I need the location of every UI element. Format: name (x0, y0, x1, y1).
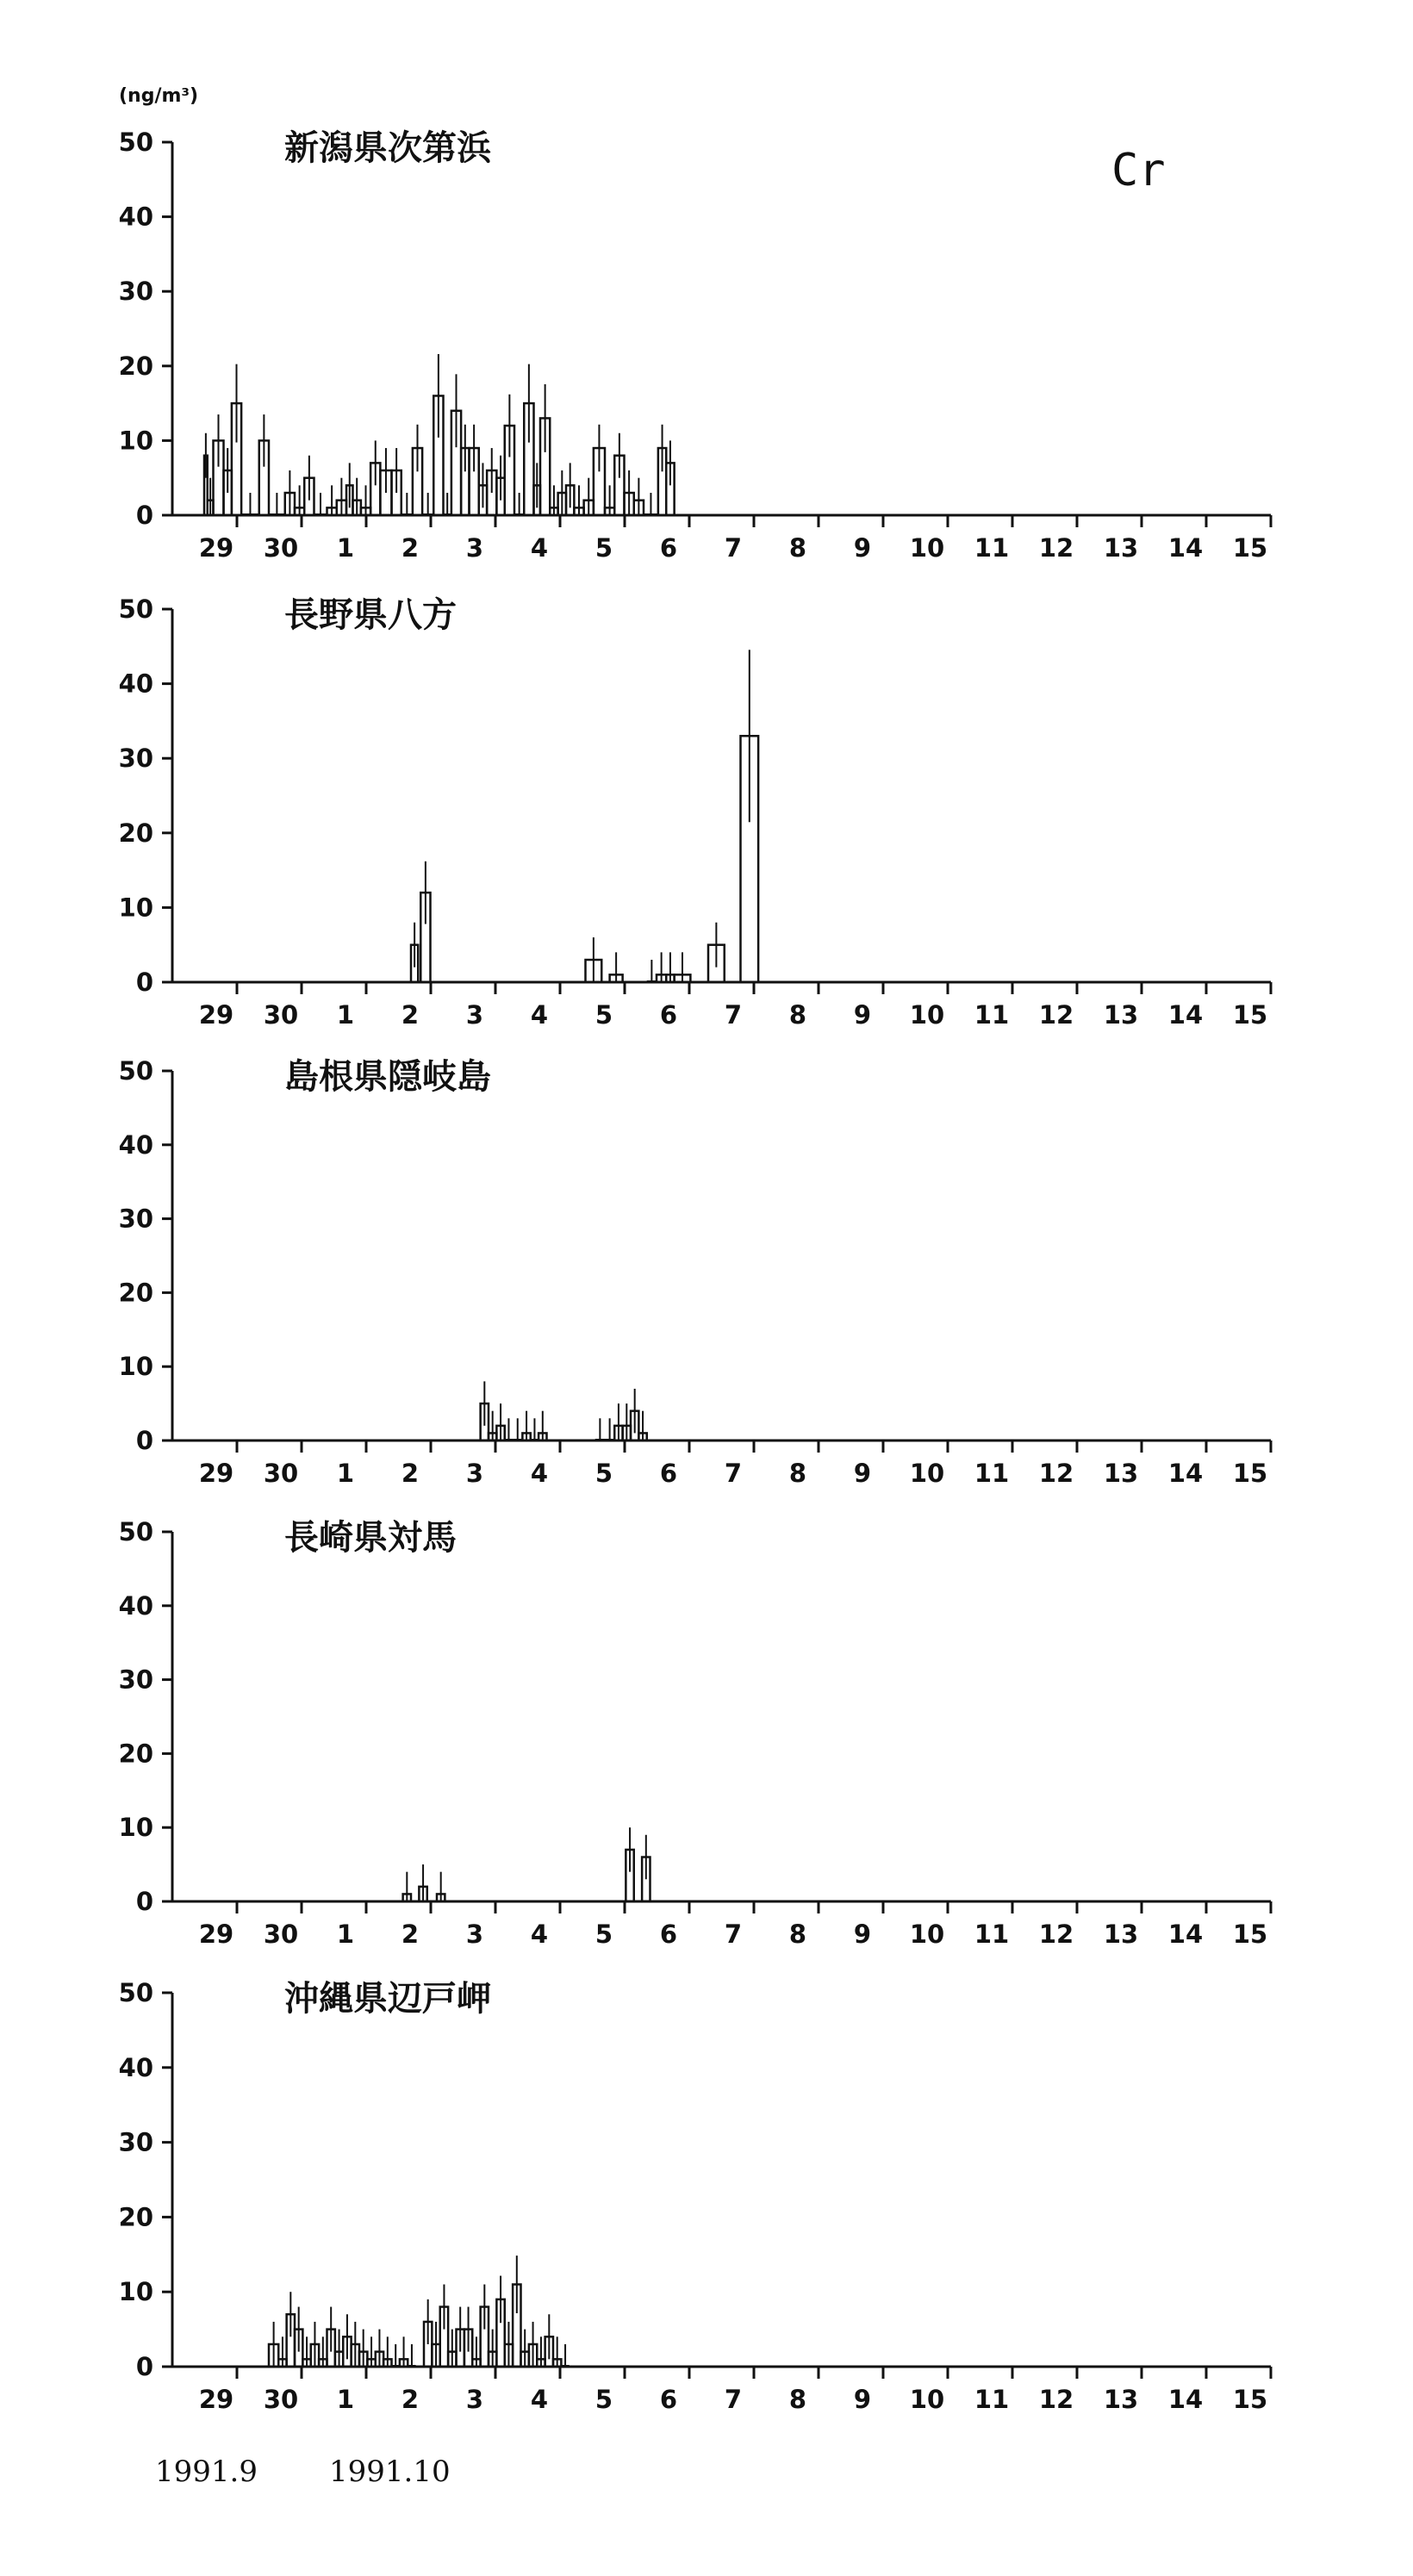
x-tick-label: 30 (263, 2385, 299, 2414)
x-tick-label: 13 (1103, 2385, 1139, 2414)
chart-title: 新潟県次第浜 (284, 128, 491, 168)
x-tick-label: 2 (401, 1920, 420, 1949)
x-tick-label: 15 (1232, 1459, 1268, 1488)
x-tick-label: 6 (659, 1000, 678, 1030)
x-tick-label: 15 (1232, 1000, 1268, 1030)
x-tick-label: 10 (909, 2385, 945, 2414)
x-tick-label: 14 (1167, 1920, 1204, 1949)
x-tick-label: 14 (1167, 533, 1204, 563)
x-tick-label: 11 (974, 1920, 1010, 1949)
x-tick-label: 9 (853, 533, 872, 563)
x-tick-label: 5 (594, 1000, 613, 1030)
chart-title: 長崎県対馬 (284, 1518, 457, 1558)
x-tick-label: 8 (788, 533, 807, 563)
x-tick-label: 6 (659, 1459, 678, 1488)
x-tick-label: 3 (465, 1459, 484, 1488)
x-tick-label: 13 (1103, 533, 1139, 563)
x-tick-label: 4 (530, 533, 549, 563)
x-tick-label: 7 (724, 2385, 743, 2414)
x-tick-label: 5 (594, 1920, 613, 1949)
x-tick-label: 4 (530, 1000, 549, 1030)
x-tick-label: 8 (788, 1000, 807, 1030)
footer-date-october: 1991.10 (329, 2455, 451, 2489)
x-tick-label: 30 (263, 1000, 299, 1030)
x-tick-label: 7 (724, 1459, 743, 1488)
x-tick-label: 13 (1103, 1000, 1139, 1030)
x-tick-label: 14 (1167, 1000, 1204, 1030)
chart-panel-3 (119, 1056, 1271, 1488)
y-tick-label: 10 (118, 893, 153, 923)
x-tick-label: 13 (1103, 1920, 1139, 1949)
y-tick-label: 40 (118, 2052, 153, 2082)
chart-panels (119, 128, 1271, 2414)
y-tick-label: 0 (135, 1887, 153, 1916)
chart-title: 長野県八方 (284, 595, 457, 635)
x-tick-label: 29 (198, 533, 234, 563)
y-tick-label: 0 (135, 968, 153, 997)
x-tick-label: 11 (974, 533, 1010, 563)
y-tick-label: 40 (118, 202, 153, 232)
unit-label: (ng/m³) (119, 85, 199, 107)
y-tick-label: 20 (118, 1739, 153, 1769)
x-tick-label: 9 (853, 1459, 872, 1488)
chart-title: 沖縄県辺戸岬 (284, 1979, 491, 2019)
x-tick-label: 8 (788, 1920, 807, 1949)
y-tick-label: 10 (118, 1352, 153, 1382)
y-tick-label: 30 (118, 1204, 153, 1234)
x-tick-label: 6 (659, 2385, 678, 2414)
x-tick-label: 11 (974, 1459, 1010, 1488)
x-tick-label: 12 (1038, 1000, 1074, 1030)
y-tick-label: 50 (118, 1978, 153, 2007)
x-tick-label: 14 (1167, 1459, 1204, 1488)
y-tick-label: 40 (118, 1129, 153, 1160)
x-tick-label: 3 (465, 1920, 484, 1949)
y-tick-label: 0 (135, 1426, 153, 1455)
y-tick-label: 30 (118, 277, 153, 307)
footer-date-september: 1991.9 (155, 2455, 258, 2489)
chart-panel-2 (119, 594, 1271, 1030)
y-tick-label: 20 (118, 351, 153, 381)
x-tick-label: 14 (1167, 2385, 1204, 2414)
x-tick-label: 9 (853, 1920, 872, 1949)
x-tick-label: 11 (974, 1000, 1010, 1030)
x-tick-label: 11 (974, 2385, 1010, 2414)
x-tick-label: 2 (401, 533, 420, 563)
y-tick-label: 50 (118, 1056, 153, 1086)
y-tick-label: 20 (118, 2202, 153, 2232)
y-tick-label: 30 (118, 744, 153, 774)
y-tick-label: 50 (118, 594, 153, 624)
y-tick-label: 30 (118, 2127, 153, 2157)
x-tick-label: 2 (401, 1000, 420, 1030)
x-tick-label: 12 (1038, 1459, 1074, 1488)
x-tick-label: 5 (594, 1459, 613, 1488)
x-tick-label: 2 (401, 2385, 420, 2414)
x-tick-label: 7 (724, 533, 743, 563)
x-tick-label: 3 (465, 533, 484, 563)
chart-panel-1 (119, 128, 1271, 563)
x-tick-label: 6 (659, 1920, 678, 1949)
y-tick-label: 20 (118, 818, 153, 848)
x-tick-label: 8 (788, 1459, 807, 1488)
x-tick-label: 12 (1038, 1920, 1074, 1949)
x-tick-label: 1 (336, 1459, 355, 1488)
x-tick-label: 4 (530, 1920, 549, 1949)
element-label: Cr (1111, 145, 1166, 196)
y-tick-label: 40 (118, 669, 153, 699)
x-tick-label: 30 (263, 1459, 299, 1488)
x-tick-label: 6 (659, 533, 678, 563)
y-tick-label: 10 (118, 2277, 153, 2307)
x-tick-label: 12 (1038, 2385, 1074, 2414)
chart-panel-5 (119, 1978, 1271, 2414)
x-tick-label: 3 (465, 2385, 484, 2414)
x-tick-label: 30 (263, 533, 299, 563)
x-tick-label: 15 (1232, 1920, 1268, 1949)
x-tick-label: 29 (198, 1459, 234, 1488)
x-tick-label: 29 (198, 1000, 234, 1030)
y-tick-label: 50 (118, 1517, 153, 1546)
x-tick-label: 29 (198, 1920, 234, 1949)
x-tick-label: 9 (853, 2385, 872, 2414)
x-tick-label: 1 (336, 1000, 355, 1030)
x-tick-label: 5 (594, 533, 613, 563)
x-tick-label: 1 (336, 1920, 355, 1949)
x-tick-label: 2 (401, 1459, 420, 1488)
x-tick-label: 7 (724, 1920, 743, 1949)
x-tick-label: 7 (724, 1000, 743, 1030)
y-tick-label: 0 (135, 501, 153, 530)
x-tick-label: 3 (465, 1000, 484, 1030)
x-tick-label: 8 (788, 2385, 807, 2414)
x-tick-label: 4 (530, 2385, 549, 2414)
x-tick-label: 10 (909, 1920, 945, 1949)
y-tick-label: 50 (118, 128, 153, 157)
y-tick-label: 10 (118, 1813, 153, 1843)
x-tick-label: 15 (1232, 2385, 1268, 2414)
y-tick-label: 20 (118, 1278, 153, 1308)
y-tick-label: 30 (118, 1664, 153, 1695)
x-tick-label: 10 (909, 1000, 945, 1030)
x-tick-label: 5 (594, 2385, 613, 2414)
y-tick-label: 40 (118, 1590, 153, 1621)
x-tick-label: 9 (853, 1000, 872, 1030)
chart-title: 島根県隠岐島 (284, 1057, 491, 1097)
x-tick-label: 30 (263, 1920, 299, 1949)
x-tick-label: 12 (1038, 533, 1074, 563)
x-tick-label: 13 (1103, 1459, 1139, 1488)
x-tick-label: 29 (198, 2385, 234, 2414)
x-tick-label: 10 (909, 533, 945, 563)
y-tick-label: 10 (118, 426, 153, 456)
y-tick-label: 0 (135, 2352, 153, 2381)
x-tick-label: 4 (530, 1459, 549, 1488)
x-tick-label: 1 (336, 533, 355, 563)
x-tick-label: 15 (1232, 533, 1268, 563)
x-tick-label: 10 (909, 1459, 945, 1488)
chart-panel-4 (119, 1517, 1271, 1949)
x-tick-label: 1 (336, 2385, 355, 2414)
